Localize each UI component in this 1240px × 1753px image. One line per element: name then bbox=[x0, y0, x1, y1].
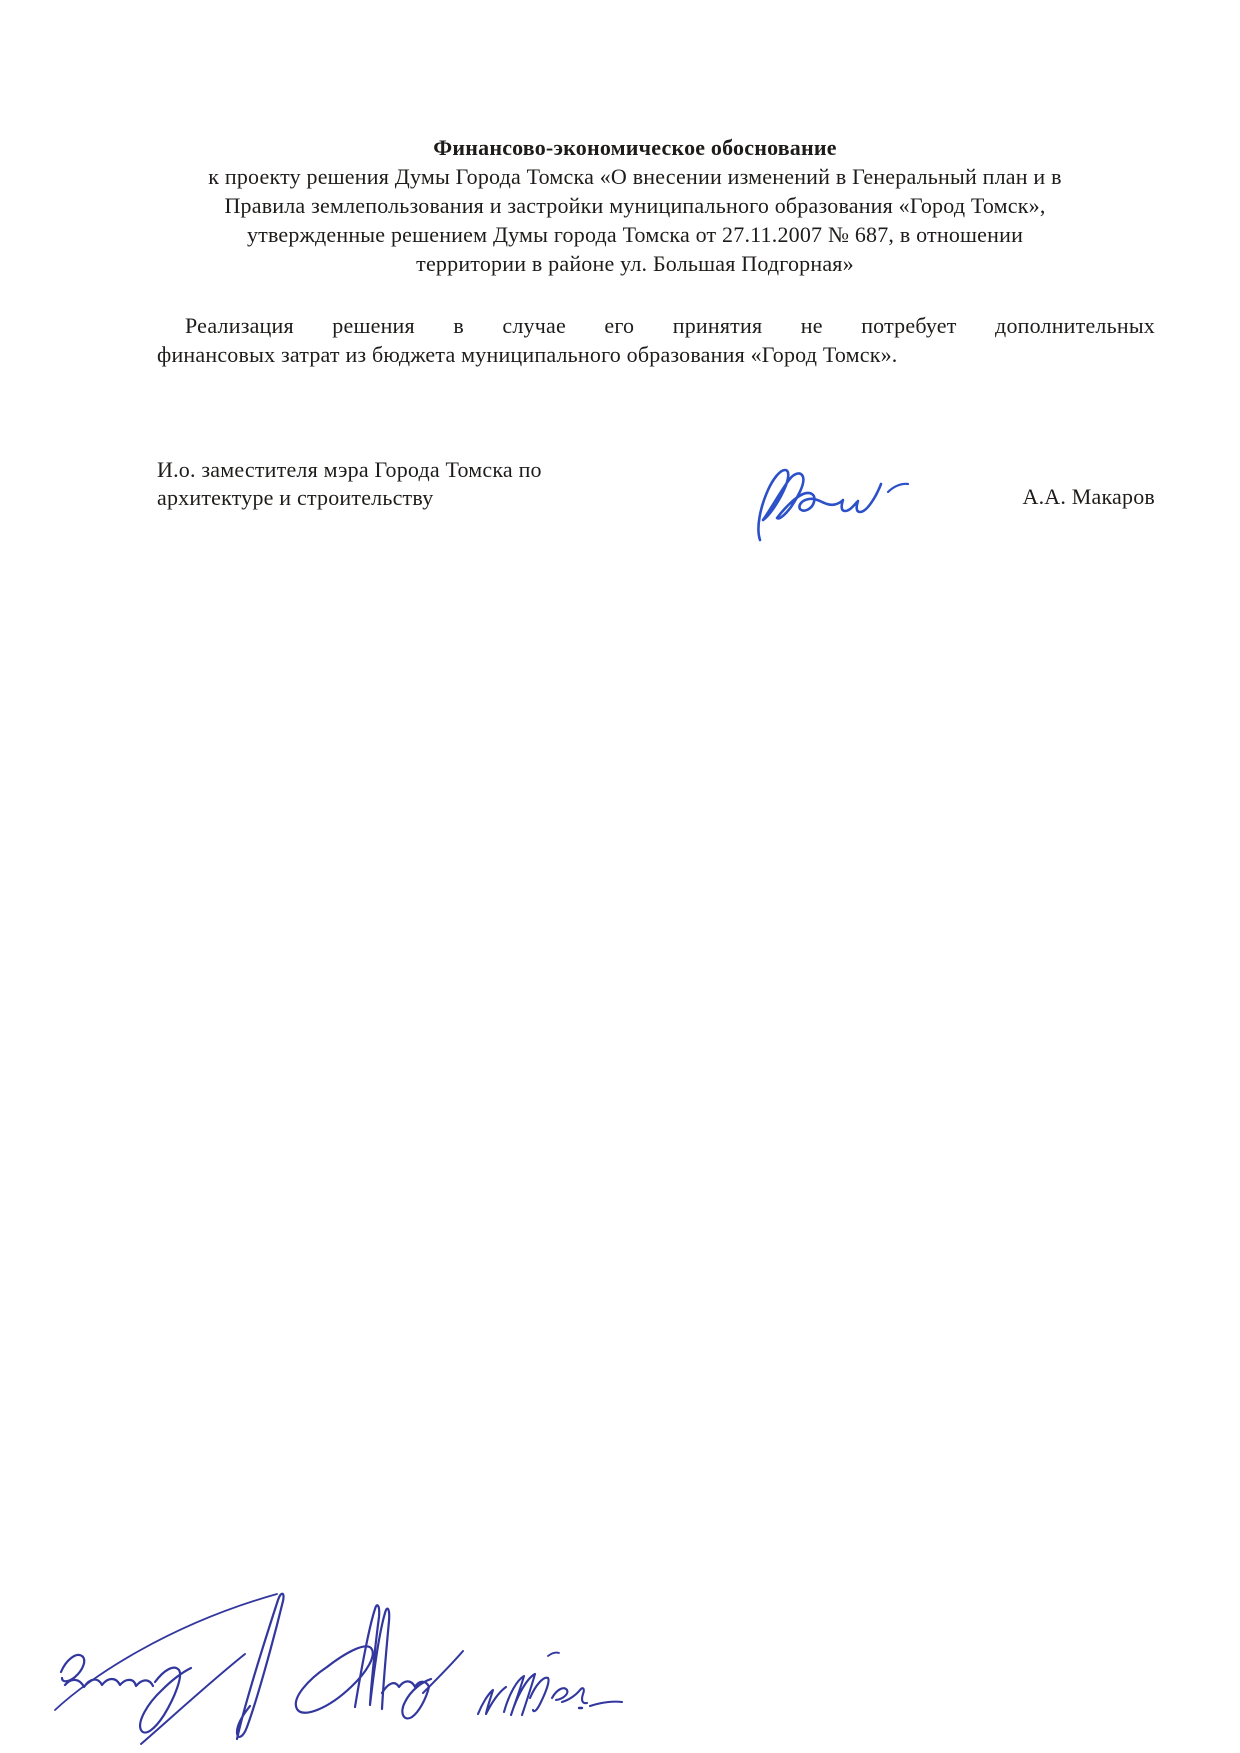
subtitle-line-2: Правила землепользования и застройки муниципального образования «Город Томск», bbox=[224, 193, 1046, 218]
subtitle-line-1: к проекту решения Думы Города Томска «О внесении изменений в Генеральный план и в bbox=[208, 164, 1062, 189]
signatory-position bbox=[157, 456, 637, 512]
signatory-position-line-2: архитектуре и строительству bbox=[157, 485, 434, 510]
paragraph-line-1: Реализация решения в случае его принятия не потребует дополнительных bbox=[185, 313, 1155, 338]
document-title: Финансово-экономическое обоснование bbox=[433, 135, 837, 160]
body-paragraph bbox=[157, 311, 1155, 369]
approval-ink-signature-1 bbox=[45, 1582, 290, 1747]
signatory-position-line-1: И.о. заместителя мэра Города Томска по bbox=[157, 457, 542, 482]
approval-ink-signature-3 bbox=[466, 1642, 631, 1726]
document-header bbox=[140, 133, 1130, 278]
signatory-name: А.А. Макаров bbox=[1022, 484, 1155, 509]
subtitle-line-4: территории в районе ул. Большая Подгорная» bbox=[416, 251, 854, 276]
paragraph-line-2: финансовых затрат из бюджета муниципального образования «Город Томск». bbox=[157, 342, 898, 367]
approval-ink-signature-2 bbox=[283, 1595, 473, 1730]
subtitle-line-3: утвержденные решением Думы города Томска от 27.11.2007 № 687, в отношении bbox=[246, 222, 1024, 247]
official-ink-signature-makarov bbox=[742, 462, 917, 547]
